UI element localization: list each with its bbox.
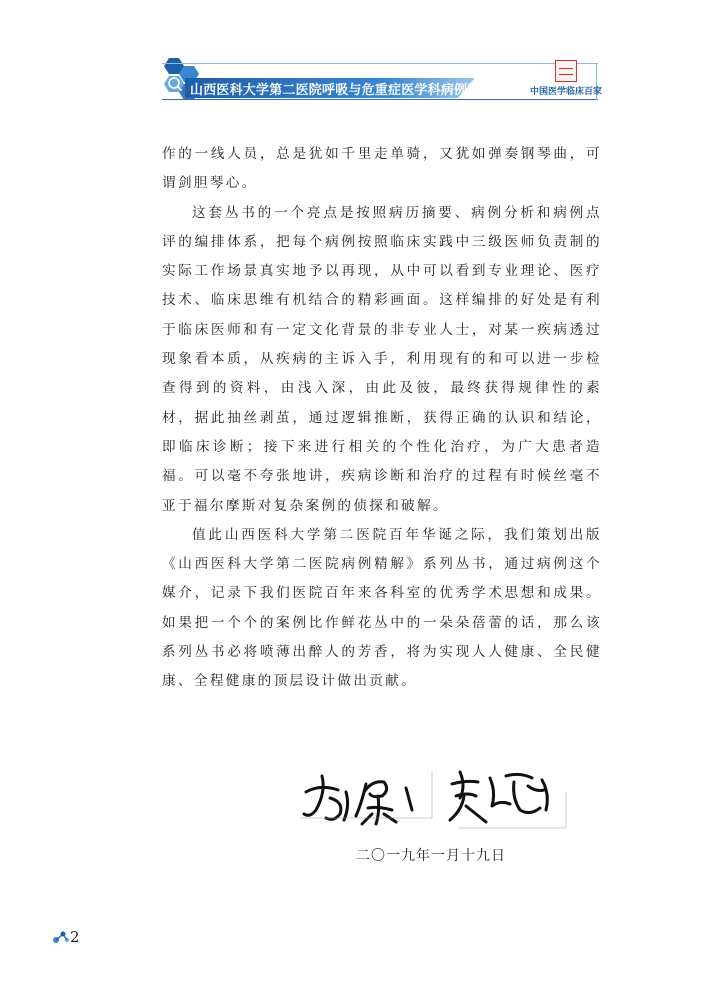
book-title: 山西医科大学第二医院呼吸与危重症医学科病例精解	[190, 83, 494, 98]
paragraph-2: 这套丛书的一个亮点是按照病历摘要、病例分析和病例点评的编排体系，把每个病例按照临床实践中三级医师负责制的实际工作场景真实地予以再现，从中可以看到专业理论、医疗技术、临床思维有机结合的精彩画面。这样编排的好处是有利于临床医师和有一定文化背景的非专业人士，对某一疾病透过现象看本质，从疾病的主诉入手，利用现有的和可以进一步检查得到的资料，由浅入深，由此及彼，最终获得规律性的素材，据此抽丝剥茧，通过逻辑推断，获得正确的认识和结论，即临床诊断；接下来进行相关的个性化治疗，为广大患者造福。可以毫不夸张地讲，疾病诊断和治疗的过程有时候丝毫不亚于福尔摩斯对复杂案例的侦探和破解。	[162, 204, 602, 514]
series-name: 中国医学临床百家	[530, 87, 603, 97]
header-rule	[162, 99, 598, 100]
main-text	[162, 140, 602, 697]
page-header	[0, 0, 722, 120]
handwritten-signature	[300, 762, 570, 836]
date-line: 二〇一九年一月十九日	[356, 848, 506, 864]
header-top-rule	[162, 63, 598, 64]
paragraph-1: 作的一线人员，总是犹如千里走单骑，又犹如弹奏钢琴曲，可谓剑胆琴心。	[162, 146, 602, 192]
seal-stamp-icon	[555, 60, 577, 82]
page-number: 2	[70, 928, 80, 946]
paragraph-3: 值此山西医科大学第二医院百年华诞之际，我们策划出版《山西医科大学第二医院病例精解》系列丛书，通过病例这个媒介，记录下我们医院百年来各科室的优秀学术思想和成果。如果把一个个的案例比作鲜花丛中的一朵朵蓓蕾的话，那么该系列丛书必将喷薄出醉人的芳香，将为实现人人健康、全民健康、全程健康的顶层设计做出贡献。	[162, 526, 602, 690]
molecule-icon	[52, 930, 70, 944]
